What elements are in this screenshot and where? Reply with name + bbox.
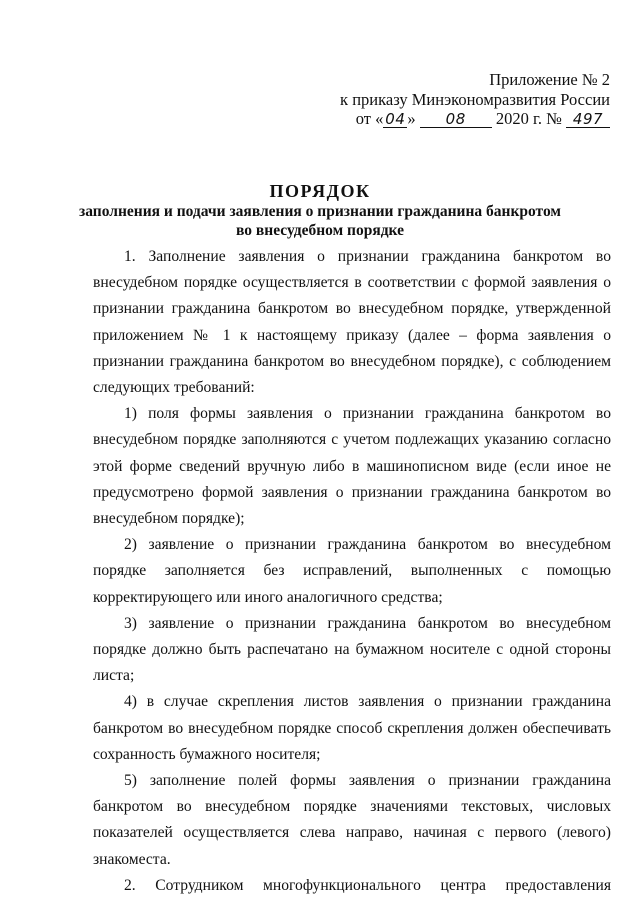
appendix-header — [310, 70, 610, 129]
paragraph-2: 2. Сотрудником многофункционального центра предоставления — [124, 876, 611, 894]
paragraph-1-item-2: 2) заявление о признании гражданина банкротом во внесудебном порядке заполняется без исправлений, выполненных с помощью корректирующего или иного аналогичного средства; — [93, 536, 611, 606]
paragraph-1: 1. Заполнение заявления о признании гражданина банкротом во внесудебном порядке осуществляется в соответствии с формой заявления о признании гражданина банкротом во внесудебном порядке, утвержденной приложением № 1 к настоящему приказу (далее – форма заявления о признании гражданина банкротом во внесудебном порядке), с соблюдением следующих требований: — [93, 248, 611, 397]
appendix-number: Приложение № 2 — [489, 70, 610, 89]
paragraph-1-item-5: 5) заполнение полей формы заявления о признании гражданина банкротом во внесудебном порядке значениями текстовых, числовых показателей осуществляется слева направо, начиная с первого (левого) знакоместа. — [93, 772, 611, 868]
title-main: ПОРЯДОК — [269, 181, 371, 201]
order-month: 08 — [420, 111, 492, 128]
title-subtitle-line2: во внесудебном порядке — [236, 222, 404, 239]
document-body — [93, 244, 611, 899]
order-year: 2020 г. № — [495, 109, 562, 128]
document-title — [60, 180, 580, 240]
order-date-line — [310, 109, 610, 129]
date-prefix: от « — [355, 109, 384, 128]
order-day: 04 — [385, 110, 406, 128]
paragraph-1-item-4: 4) в случае скрепления листов заявления о признании гражданина банкротом во внесудебном порядке способ скрепления должен обеспечивать сохранность бумажного носителя; — [93, 693, 611, 763]
paragraph-1-item-1: 1) поля формы заявления о признании гражданина банкротом во внесудебном порядке заполняются с учетом подлежащих указанию согласно этой форме сведений вручную либо в машинописном виде (если иное не предусмотрено формой заявления о признании гражданина банкротом во внесудебном порядке); — [93, 405, 611, 528]
paragraph-1-item-3: 3) заявление о признании гражданина банкротом во внесудебном порядке должно быть распечатано на бумажном носителе с одной стороны листа; — [93, 614, 611, 685]
title-subtitle-line1: заполнения и подачи заявления о признании гражданина банкротом — [79, 203, 561, 220]
date-mid: » — [407, 109, 416, 128]
order-reference: к приказу Минэкономразвития России — [340, 89, 610, 109]
order-number: 497 — [566, 111, 610, 128]
